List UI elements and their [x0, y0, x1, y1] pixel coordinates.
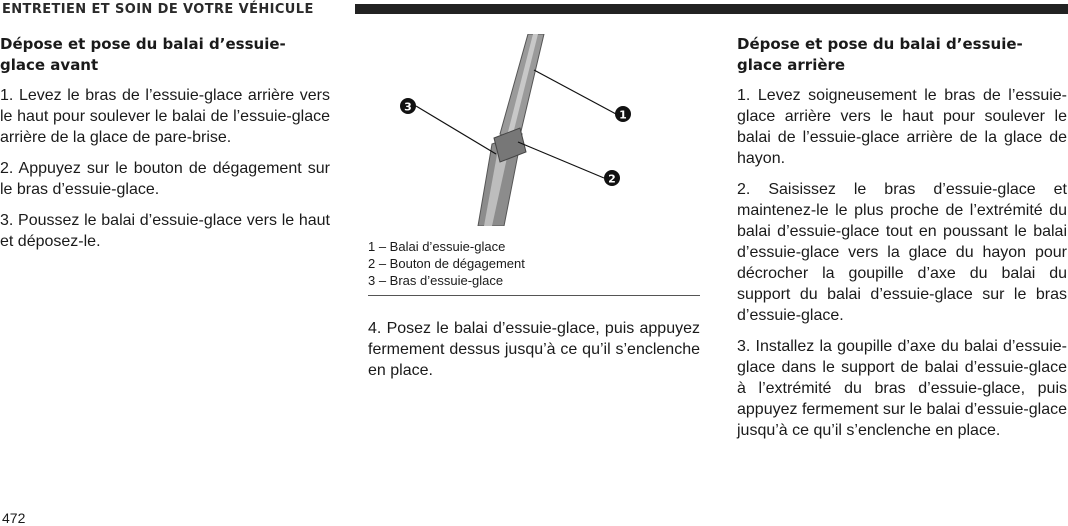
leader-line-1	[534, 70, 616, 114]
callout-1-label: 1	[619, 108, 627, 122]
rear-step-3: 3. Installez la goupille d’axe du balai d’essuie-glace dans le support de balai d’essuie-glace à l’extrémité du bras d’essuie-glace, puis appuyez fermement sur le balai d’essuie-glace jusqu’à ce qu’il s’enclenche en place.	[737, 338, 1067, 439]
page-header	[0, 0, 1068, 20]
callout-2-label: 2	[608, 172, 616, 186]
front-wiper-heading: Dépose et pose du balai d’essuie-glace avant	[0, 35, 286, 74]
right-column	[737, 34, 1067, 451]
rear-wiper-heading: Dépose et pose du balai d’essuie-glace arrière	[737, 35, 1023, 74]
front-step-1: 1. Levez le bras de l’essuie-glace arrière vers le haut pour soulever le balai de l’essuie-glace arrière de la glace de pare-brise.	[0, 87, 330, 146]
figure-legend	[368, 238, 700, 289]
legend-divider	[368, 295, 700, 296]
header-rule	[355, 4, 1068, 14]
legend-item-1: 1 – Balai d’essuie-glace	[368, 239, 506, 254]
page-number: 472	[2, 510, 26, 526]
front-step-4: 4. Posez le balai d’essuie-glace, puis appuyez fermement dessus jusqu’à ce qu’il s’enclenche en place.	[368, 320, 700, 379]
leader-line-3	[416, 106, 496, 154]
legend-item-3: 3 – Bras d’essuie-glace	[368, 273, 504, 288]
front-step-3: 3. Poussez le balai d’essuie-glace vers le haut et déposez-le.	[0, 212, 330, 250]
front-step-2: 2. Appuyez sur le bouton de dégagement sur le bras d’essuie-glace.	[0, 160, 330, 198]
middle-column	[368, 34, 700, 391]
release-button-shape	[494, 128, 526, 162]
wiper-illustration	[368, 34, 700, 226]
rear-step-1: 1. Levez soigneusement le bras de l’essuie-glace arrière vers le haut pour soulever le balai de l’essuie-glace arrière de la glace de hayon.	[737, 87, 1067, 167]
rear-step-2: 2. Saisissez le bras d’essuie-glace et maintenez-le le plus proche de l’extrémité du balai d’essuie-glace tout en poussant le balai d’essuie-glace vers la glace du hayon pour décrocher la goupille d’axe du balai du support du balai d’essuie-glace sur le bras d’essuie-glace.	[737, 181, 1067, 324]
left-column	[0, 34, 330, 262]
section-title: ENTRETIEN ET SOIN DE VOTRE VÉHICULE	[2, 2, 314, 17]
leader-line-2	[518, 142, 604, 178]
wiper-drawing	[368, 34, 700, 226]
callout-3-label: 3	[404, 100, 412, 114]
legend-item-2: 2 – Bouton de dégagement	[368, 256, 525, 271]
